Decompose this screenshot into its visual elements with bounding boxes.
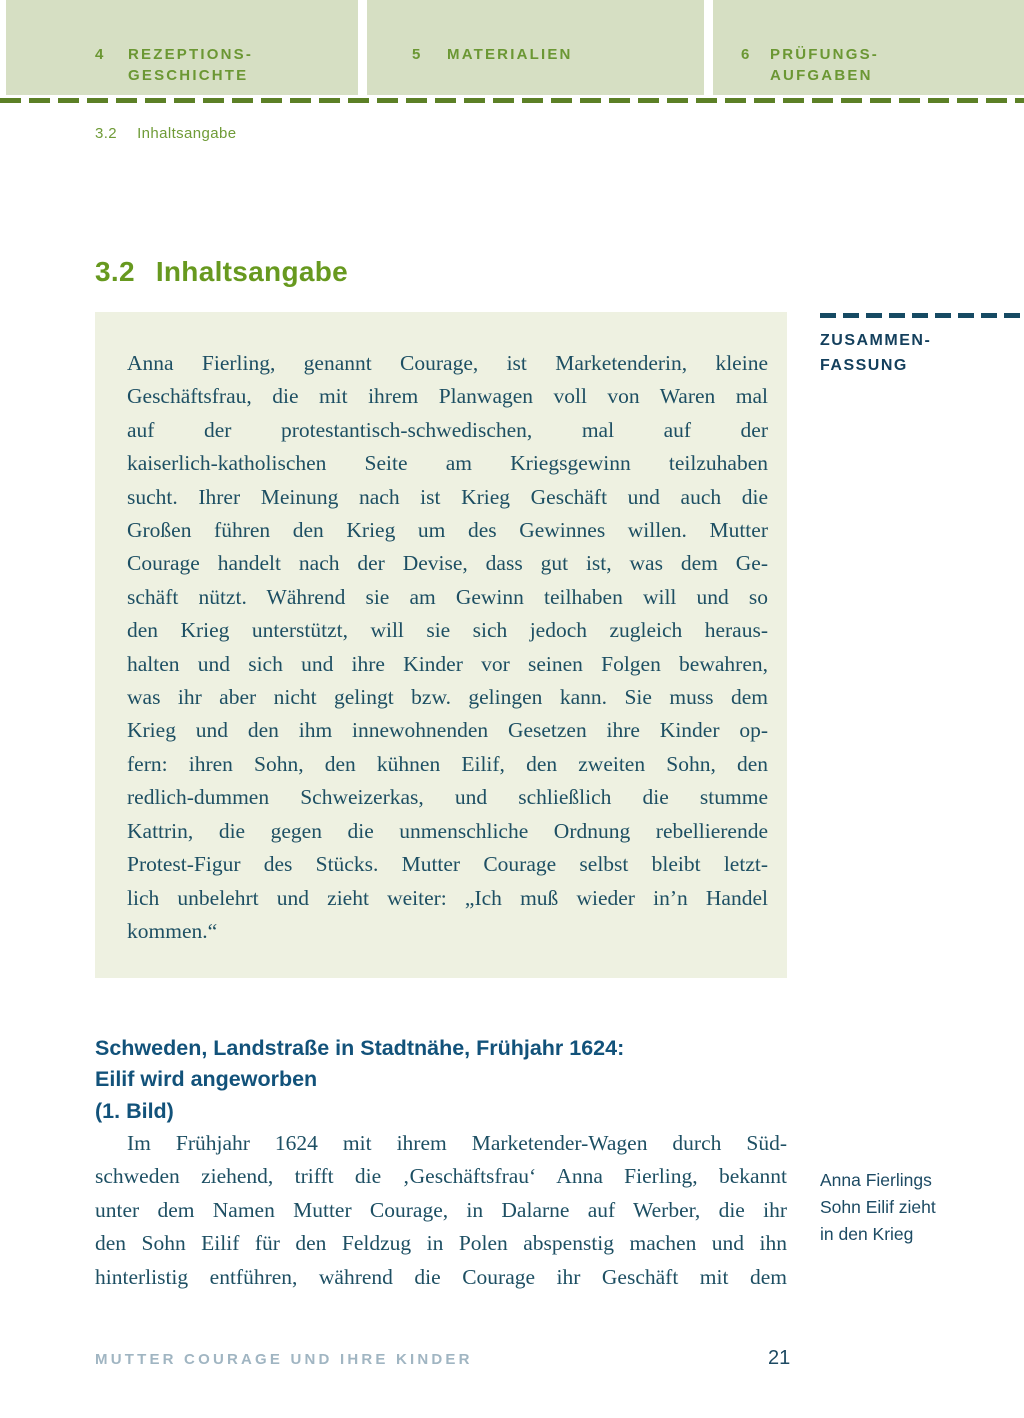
breadcrumb	[95, 125, 237, 142]
chapter-tab	[6, 0, 358, 95]
chapter-tab-number: 5	[412, 46, 423, 63]
summary-line: fern: ihren Sohn, den kühnen Eilif, den zweiten Sohn, den	[127, 751, 768, 776]
margin-label-line1: ZUSAMMEN-	[820, 332, 932, 349]
chapter-tab-label-line2: GESCHICHTE	[128, 67, 249, 84]
scene-heading	[95, 1033, 624, 1127]
summary-line: schäft nützt. Während sie am Gewinn teilhaben will und so	[127, 584, 768, 609]
chapter-tab-label	[770, 44, 879, 86]
page-number: 21	[768, 1347, 791, 1369]
footer-book-title: MUTTER COURAGE UND IHRE KINDER	[95, 1351, 473, 1368]
body-paragraph-line: den Sohn Eilif für den Feldzug in Polen abspenstig machen und ihn	[95, 1231, 787, 1256]
margin-label-zusammenfassung	[820, 328, 931, 378]
summary-line: kommen.“	[127, 918, 218, 943]
body-paragraph	[95, 1127, 787, 1294]
chapter-tab-number: 4	[95, 46, 106, 63]
summary-line: Anna Fierling, genannt Courage, ist Marketenderin, kleine	[127, 351, 768, 375]
summary-line: Großen führen den Krieg um des Gewinnes willen. Mutter	[127, 518, 768, 543]
divider-dashed-green	[0, 98, 1024, 103]
summary-line: Courage handelt nach der Devise, dass gut ist, was dem Ge-	[127, 551, 768, 576]
body-paragraph-line: unter dem Namen Mutter Courage, in Dalarne auf Werber, die ihr	[95, 1197, 787, 1222]
summary-line: Krieg und den ihm innewohnenden Gesetzen ihre Kinder op-	[127, 718, 768, 743]
summary-line: kaiserlich-katholischen Seite am Kriegsgewinn teilzuhaben	[127, 451, 768, 476]
scene-heading-line: (1. Bild)	[95, 1098, 174, 1123]
body-paragraph-line: Im Frühjahr 1624 mit ihrem Marketender-Wagen durch Süd-	[127, 1131, 787, 1155]
chapter-tab-label-line1: MATERIALIEN	[447, 46, 573, 63]
breadcrumb-number: 3.2	[95, 125, 118, 142]
margin-note-line: Anna Fierlings	[820, 1170, 932, 1190]
summary-line: lich unbelehrt und zieht weiter: „Ich muß wieder in’n Handel	[127, 885, 768, 910]
summary-line: den Krieg unterstützt, will sie sich jedoch zugleich heraus-	[127, 618, 768, 643]
chapter-tab-label-line1: PRÜFUNGS-	[770, 46, 879, 63]
divider-dashed-blue	[820, 313, 1024, 318]
margin-label-line2: FASSUNG	[820, 357, 908, 374]
breadcrumb-label: Inhaltsangabe	[137, 125, 237, 142]
summary-line: Protest-Figur des Stücks. Mutter Courage selbst bleibt letzt-	[127, 852, 768, 877]
summary-line: Kattrin, die gegen die unmenschliche Ordnung rebellierende	[127, 818, 768, 843]
chapter-tab-label-line2: AUFGABEN	[770, 67, 873, 84]
page-title-label: Inhaltsangabe	[155, 256, 348, 287]
chapter-tab	[367, 0, 704, 95]
margin-note-line: in den Krieg	[820, 1224, 914, 1244]
summary-line: auf der protestantisch-schwedischen, mal auf der	[127, 417, 768, 442]
chapter-tabs	[0, 0, 1024, 95]
summary-line: halten und sich und ihre Kinder vor seinen Folgen bewahren,	[127, 651, 768, 676]
scene-heading-line: Eilif wird angeworben	[95, 1067, 318, 1092]
chapter-tab-label-line1: REZEPTIONS-	[128, 46, 254, 63]
margin-note-line: Sohn Eilif zieht	[820, 1197, 936, 1217]
scene-heading-line: Schweden, Landstraße in Stadtnähe, Frühjahr 1624:	[95, 1036, 625, 1060]
page-title	[95, 256, 348, 288]
chapter-tab-number: 6	[741, 46, 752, 63]
chapter-tab-label	[447, 44, 573, 65]
summary-line: was ihr aber nicht gelingt bzw. gelingen kann. Sie muss dem	[127, 685, 768, 710]
margin-note	[820, 1167, 936, 1248]
chapter-tab-label	[128, 44, 253, 86]
summary-text	[127, 347, 768, 948]
body-paragraph-line: hinterlistig entführen, während die Courage ihr Geschäft mit dem	[95, 1264, 787, 1289]
chapter-tab	[713, 0, 1024, 95]
summary-line: Geschäftsfrau, die mit ihrem Planwagen voll von Waren mal	[127, 384, 768, 409]
body-paragraph-line: schweden ziehend, trifft die ‚Geschäftsfrau‘ Anna Fierling, bekannt	[95, 1164, 787, 1189]
summary-line: sucht. Ihrer Meinung nach ist Krieg Geschäft und auch die	[127, 484, 768, 509]
summary-box	[95, 312, 787, 978]
page-title-number: 3.2	[95, 256, 135, 287]
summary-line: redlich-dummen Schweizerkas, und schließlich die stumme	[127, 785, 768, 810]
